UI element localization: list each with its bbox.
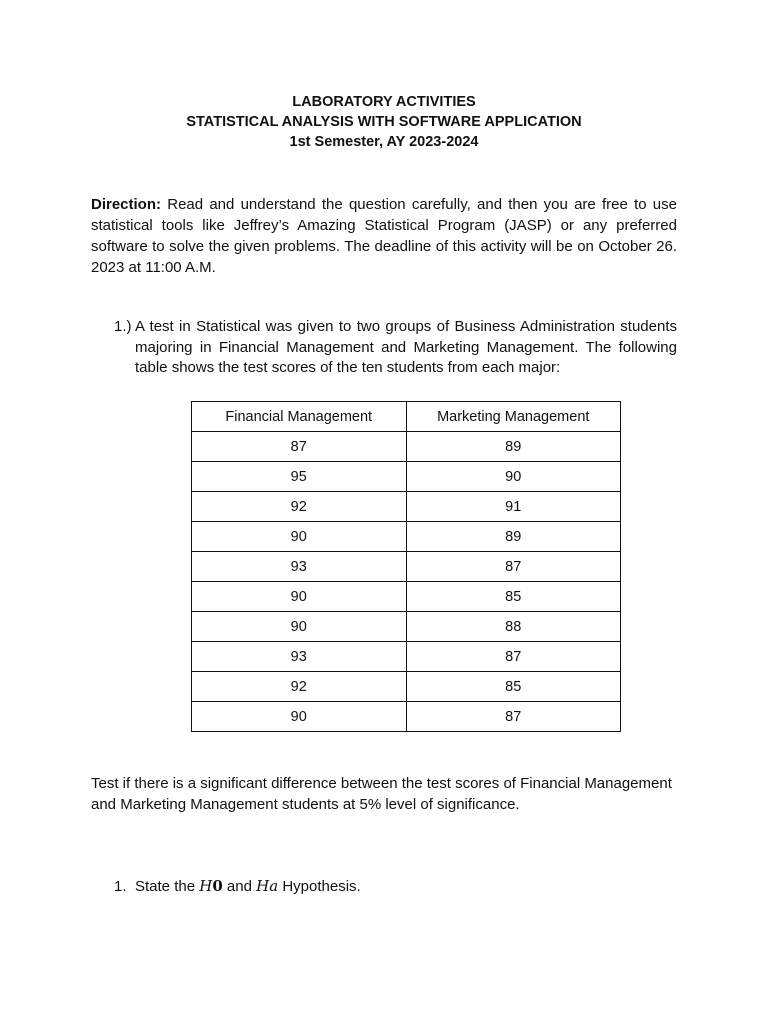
table-row [192, 432, 621, 462]
cell-financial: 87 [192, 432, 407, 462]
table-row [192, 492, 621, 522]
null-hypothesis-subscript: 0 [212, 877, 223, 895]
column-header-financial: Financial Management [192, 402, 407, 432]
cell-marketing: 85 [406, 672, 621, 702]
task-suffix: Hypothesis. [278, 878, 361, 895]
cell-financial: 90 [192, 612, 407, 642]
task-and: and [222, 878, 257, 895]
question-text: A test in Statistical was given to two groups of Business Administration students majoring in Financial Management and Marketing Management. The following table shows the test scores of the ten students from each major: [135, 318, 677, 376]
direction-paragraph [91, 194, 677, 278]
cell-marketing: 87 [406, 642, 621, 672]
table-row [192, 612, 621, 642]
cell-marketing: 85 [406, 582, 621, 612]
cell-financial: 90 [192, 582, 407, 612]
header-course: STATISTICAL ANALYSIS WITH SOFTWARE APPLICATION [186, 114, 582, 130]
cell-marketing: 88 [406, 612, 621, 642]
cell-marketing: 90 [406, 462, 621, 492]
cell-marketing: 89 [406, 522, 621, 552]
direction-label: Direction: [91, 196, 162, 213]
document-header [0, 92, 768, 152]
question-1 [114, 317, 677, 379]
cell-financial: 90 [192, 522, 407, 552]
cell-marketing: 87 [406, 702, 621, 732]
table-header-row [192, 402, 621, 432]
table-row [192, 462, 621, 492]
table-row [192, 642, 621, 672]
test-instruction-paragraph: Test if there is a significant difference between the test scores of Financial Management and Marketing Management students at 5% level of significance. [91, 775, 672, 813]
cell-marketing: 87 [406, 552, 621, 582]
cell-financial: 90 [192, 702, 407, 732]
table-row [192, 522, 621, 552]
cell-financial: 93 [192, 552, 407, 582]
task-number: 1. [114, 878, 127, 895]
scores-table [191, 401, 621, 732]
cell-financial: 95 [192, 462, 407, 492]
null-hypothesis-symbol: H [199, 877, 213, 895]
alternative-hypothesis-symbol: Ha [256, 877, 279, 895]
table-row [192, 672, 621, 702]
table-row [192, 702, 621, 732]
task-prefix: State the [135, 878, 200, 895]
task-1 [114, 876, 361, 897]
table-row [192, 582, 621, 612]
table-row [192, 552, 621, 582]
column-header-marketing: Marketing Management [406, 402, 621, 432]
direction-text: Read and understand the question carefully, and then you are free to use statistical tools like Jeffrey’s Amazing Statistical Program (JASP) or any preferred software to solve the given problems. The deadline of this activity will be on October 26. 2023 at 11:00 A.M. [91, 196, 677, 276]
cell-financial: 92 [192, 672, 407, 702]
cell-marketing: 89 [406, 432, 621, 462]
question-number: 1.) [114, 318, 132, 335]
cell-marketing: 91 [406, 492, 621, 522]
header-title: LABORATORY ACTIVITIES [292, 94, 476, 110]
cell-financial: 92 [192, 492, 407, 522]
header-semester: 1st Semester, AY 2023-2024 [289, 134, 479, 150]
cell-financial: 93 [192, 642, 407, 672]
